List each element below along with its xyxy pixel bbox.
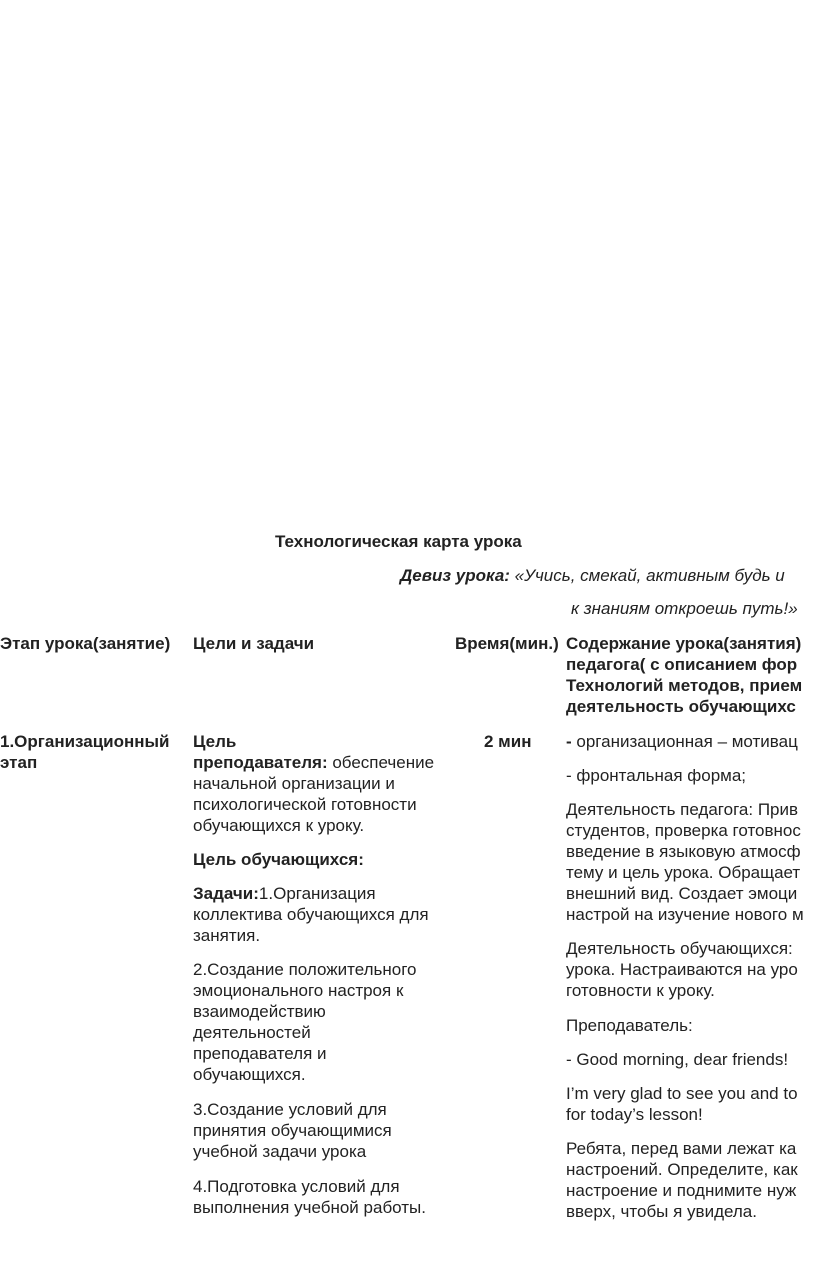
text-line (566, 938, 798, 959)
text: студентов, проверка готовнос (566, 821, 801, 840)
content-greeting (566, 1049, 788, 1070)
header-content-line: Содержание урока(занятия) (566, 634, 802, 653)
text-line (566, 862, 804, 883)
text: for today’s lesson! (566, 1105, 703, 1124)
text: тему и цель урока. Обращает (566, 863, 801, 882)
text: преподавателя и (193, 1044, 327, 1063)
text-line (566, 731, 798, 752)
text: учебной задачи урока (193, 1142, 367, 1161)
header-stage: Этап урока(занятие) (0, 634, 171, 653)
text-line (566, 799, 804, 820)
text-line (193, 904, 429, 925)
stage-line: 1.Организационный (0, 732, 170, 751)
header-content-line: Технологий методов, прием (566, 676, 803, 695)
content-student-activity (566, 938, 798, 1001)
text-line (566, 1049, 788, 1070)
text-line (193, 1001, 417, 1022)
text-line (193, 1120, 392, 1141)
text: организационная – мотивац (571, 732, 798, 751)
text: вверх, чтобы я увидела. (566, 1202, 757, 1221)
text: обучающихся к уроку. (193, 816, 365, 835)
text: Деятельность педагога: Прив (566, 800, 799, 819)
text-line (566, 1180, 798, 1201)
text-line (566, 820, 804, 841)
text: Преподаватель: (566, 1016, 693, 1035)
header-time: Время(мин.) (455, 634, 559, 653)
bold-text: - (566, 732, 572, 751)
text-line (193, 980, 417, 1001)
header-content-line: деятельность обучающихс (566, 697, 796, 716)
content-p1 (566, 731, 798, 752)
text: - Good morning, dear friends! (566, 1050, 789, 1069)
stage-cell (0, 731, 170, 773)
text-line (566, 959, 798, 980)
text: введение в языковую атмосф (566, 842, 801, 861)
text: готовности к уроку. (566, 981, 715, 1000)
text: психологической готовности (193, 795, 417, 814)
task-1 (193, 883, 429, 946)
motto-line-1 (400, 565, 785, 586)
text-line (193, 1176, 426, 1197)
text-line (566, 1159, 798, 1180)
content-glad (566, 1083, 798, 1125)
text-line (566, 1015, 693, 1036)
text-line (193, 1022, 417, 1043)
text-line (193, 731, 434, 752)
text-line (193, 794, 434, 815)
text-line (193, 1141, 392, 1162)
task-3 (193, 1099, 392, 1162)
text-line (193, 883, 429, 904)
text: эмоционального настроя к (193, 981, 404, 1000)
text-line (193, 773, 434, 794)
time-cell: 2 мин (484, 732, 532, 751)
text: выполнения учебной работы. (193, 1198, 426, 1217)
motto-label: Девиз урока: (400, 566, 510, 585)
text-line (566, 765, 746, 786)
text: 3.Создание условий для (193, 1100, 387, 1119)
teacher-goal (193, 731, 434, 836)
text: обучающихся. (193, 1065, 306, 1084)
text: занятия. (193, 926, 261, 945)
text-line (193, 925, 429, 946)
text: 4.Подготовка условий для (193, 1177, 400, 1196)
text-line (566, 841, 804, 862)
header-content-line: педагога( с описанием фор (566, 655, 798, 674)
text-line (566, 1201, 798, 1222)
text-line (566, 980, 798, 1001)
text: начальной организации и (193, 774, 395, 793)
header-content (566, 633, 802, 717)
content-mood-cards (566, 1138, 798, 1222)
stage-line: этап (0, 753, 38, 772)
text: настроение и поднимите нуж (566, 1181, 797, 1200)
text: I’m very glad to see you and to (566, 1084, 798, 1103)
students-goal: Цель обучающихся: (193, 850, 364, 869)
header-goals: Цели и задачи (193, 634, 315, 653)
task-2 (193, 959, 417, 1085)
motto-text-1: «Учись, смекай, активным будь и (509, 566, 785, 585)
motto-line-2: к знаниям откроешь путь!» (571, 599, 798, 618)
text: Ребята, перед вами лежат ка (566, 1139, 797, 1158)
page-title: Технологическая карта урока (275, 532, 522, 551)
text: принятия обучающимися (193, 1121, 392, 1140)
text-line (566, 1083, 798, 1104)
text: 1.Организация (258, 884, 376, 903)
text-line (566, 883, 804, 904)
text-line (193, 1064, 417, 1085)
text: настроений. Определите, как (566, 1160, 798, 1179)
content-teacher-activity (566, 799, 804, 925)
text: настрой на изучение нового м (566, 905, 804, 924)
text: деятельностей (193, 1023, 311, 1042)
text-line (566, 904, 804, 925)
text: коллектива обучающихся для (193, 905, 429, 924)
bold-text: Задачи: (193, 884, 259, 903)
text-line (566, 1104, 798, 1125)
text: внешний вид. Создает эмоци (566, 884, 798, 903)
text: - фронтальная форма; (566, 766, 747, 785)
text-line (193, 752, 434, 773)
text: урока. Настраиваются на уро (566, 960, 798, 979)
text: 2.Создание положительного (193, 960, 417, 979)
text-line (193, 1099, 392, 1120)
text: обеспечение (327, 753, 435, 772)
bold-text: Цель (193, 732, 237, 751)
bold-text: преподавателя: (193, 753, 328, 772)
text: взаимодействию (193, 1002, 326, 1021)
content-teacher-label (566, 1015, 693, 1036)
text: Деятельность обучающихся: (566, 939, 793, 958)
content-p2 (566, 765, 746, 786)
text-line (193, 1043, 417, 1064)
text-line (193, 959, 417, 980)
text-line (566, 1138, 798, 1159)
task-4 (193, 1176, 426, 1218)
text-line (193, 1197, 426, 1218)
text-line (193, 815, 434, 836)
